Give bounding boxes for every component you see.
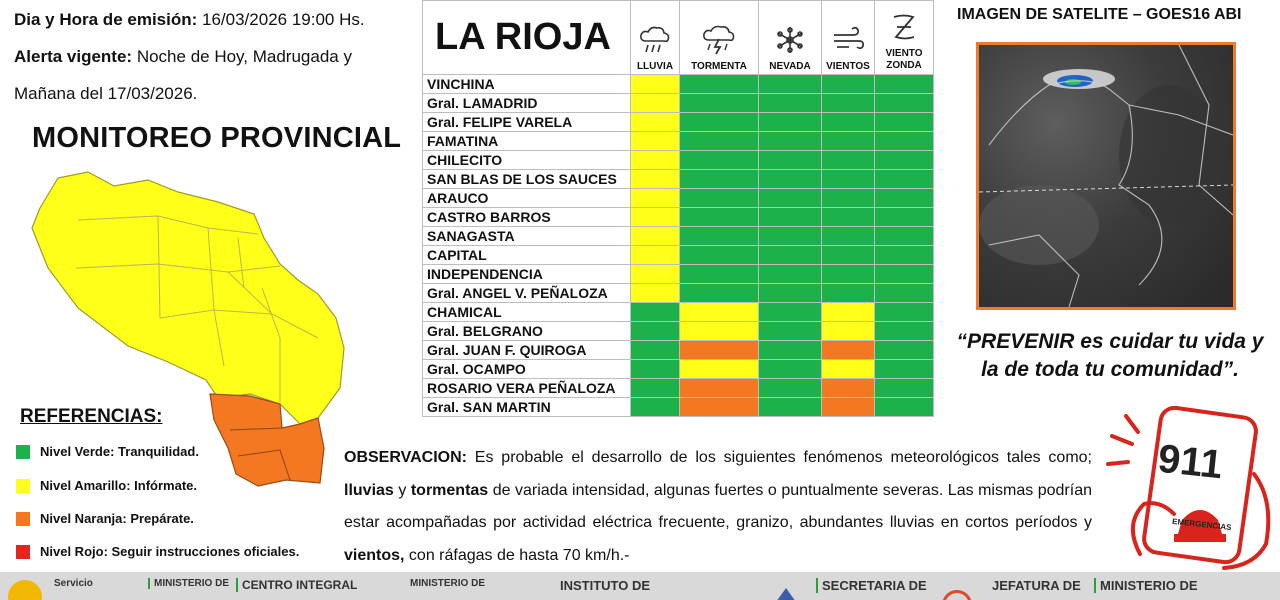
- level-cell-viento-zonda: [875, 189, 934, 208]
- satellite-image: [976, 42, 1236, 310]
- level-cell-tormenta: [680, 303, 759, 322]
- level-cell-nevada: [759, 227, 822, 246]
- level-cell-lluvia: [631, 75, 680, 94]
- level-cell-vientos: [822, 132, 875, 151]
- department-name: Gral. JUAN F. QUIROGA: [423, 341, 631, 360]
- level-cell-viento-zonda: [875, 113, 934, 132]
- level-cell-tormenta: [680, 398, 759, 417]
- level-cell-tormenta: [680, 284, 759, 303]
- footer-logo-5: INSTITUTO DE: [560, 578, 651, 593]
- level-cell-viento-zonda: [875, 151, 934, 170]
- department-name: FAMATINA: [423, 132, 631, 151]
- monitoring-title: MONITOREO PROVINCIAL: [32, 122, 402, 154]
- triangle-logo-icon: [776, 588, 796, 600]
- level-cell-vientos: [822, 208, 875, 227]
- ring-logo-icon: [942, 590, 972, 600]
- level-cell-tormenta: [680, 189, 759, 208]
- level-cell-nevada: [759, 284, 822, 303]
- reference-orange-label: Nivel Naranja: Prepárate.: [40, 511, 194, 526]
- observation-text-4: con ráfagas de hasta 70 km/h.-: [404, 546, 630, 564]
- level-cell-nevada: [759, 379, 822, 398]
- table-row: [423, 322, 934, 341]
- level-cell-nevada: [759, 208, 822, 227]
- level-cell-vientos: [822, 227, 875, 246]
- reference-green: [16, 444, 199, 459]
- level-cell-nevada: [759, 170, 822, 189]
- column-vientos-label: VIENTOS: [826, 61, 870, 72]
- level-cell-lluvia: [631, 303, 680, 322]
- level-cell-viento-zonda: [875, 246, 934, 265]
- footer-logo-6: SECRETARIA DE: [816, 578, 927, 593]
- table-row: [423, 151, 934, 170]
- department-name: CHILECITO: [423, 151, 631, 170]
- level-cell-viento-zonda: [875, 341, 934, 360]
- column-vientos: [822, 1, 875, 75]
- observation-text-3: de variada intensidad, algunas fuertes o puntualmente severas. Las mismas podrían estar acompañadas por actividad eléctrica frecuente, granizo, abundantes lluvias en cortos períodos y: [344, 481, 1092, 531]
- level-cell-lluvia: [631, 398, 680, 417]
- emission-line: [14, 9, 365, 31]
- level-cell-lluvia: [631, 94, 680, 113]
- level-cell-viento-zonda: [875, 379, 934, 398]
- department-name: Gral. SAN MARTIN: [423, 398, 631, 417]
- level-cell-vientos: [822, 322, 875, 341]
- badge-label: EMERGENCIAS: [1171, 516, 1232, 533]
- sun-logo-icon: [8, 580, 42, 600]
- level-cell-tormenta: [680, 151, 759, 170]
- observation-label: OBSERVACION:: [344, 449, 467, 466]
- alert-value-2: Mañana del 17/03/2026.: [14, 84, 198, 103]
- level-cell-nevada: [759, 75, 822, 94]
- level-cell-nevada: [759, 94, 822, 113]
- level-cell-viento-zonda: [875, 208, 934, 227]
- table-row: [423, 303, 934, 322]
- level-cell-lluvia: [631, 170, 680, 189]
- department-name: CAPITAL: [423, 246, 631, 265]
- table-header-row: [423, 1, 934, 75]
- level-cell-lluvia: [631, 265, 680, 284]
- satellite-picture: [979, 45, 1233, 307]
- level-cell-viento-zonda: [875, 94, 934, 113]
- column-tormenta-label: TORMENTA: [691, 61, 747, 72]
- reference-red: [16, 544, 299, 559]
- column-lluvia: [631, 1, 680, 75]
- badge-number: 911: [1155, 436, 1225, 488]
- table-row: [423, 360, 934, 379]
- rain-cloud-icon: [638, 25, 672, 55]
- column-lluvia-label: LLUVIA: [636, 61, 674, 72]
- level-cell-vientos: [822, 94, 875, 113]
- level-cell-tormenta: [680, 227, 759, 246]
- footer-logo-2: MINISTERIO DE: [148, 578, 229, 589]
- level-cell-tormenta: [680, 132, 759, 151]
- reference-yellow-label: Nivel Amarillo: Infórmate.: [40, 478, 197, 493]
- level-cell-tormenta: [680, 265, 759, 284]
- level-cell-nevada: [759, 151, 822, 170]
- level-cell-vientos: [822, 246, 875, 265]
- level-cell-viento-zonda: [875, 75, 934, 94]
- level-cell-viento-zonda: [875, 303, 934, 322]
- level-cell-vientos: [822, 170, 875, 189]
- table-row: [423, 132, 934, 151]
- level-cell-nevada: [759, 132, 822, 151]
- footer-logo-8: MINISTERIO DE: [1094, 578, 1198, 593]
- footer-logo-7: JEFATURA DE: [992, 578, 1081, 593]
- department-name: Gral. OCAMPO: [423, 360, 631, 379]
- level-cell-tormenta: [680, 75, 759, 94]
- column-nevada-label: NEVADA: [769, 61, 811, 72]
- department-name: Gral. ANGEL V. PEÑALOZA: [423, 284, 631, 303]
- table-row: [423, 75, 934, 94]
- level-cell-tormenta: [680, 94, 759, 113]
- phone-911-icon: [1104, 404, 1278, 570]
- references-title: REFERENCIAS:: [20, 406, 163, 427]
- footer-logo-4: MINISTERIO DE: [410, 578, 486, 589]
- level-cell-vientos: [822, 151, 875, 170]
- department-name: CASTRO BARROS: [423, 208, 631, 227]
- zonda-wind-icon: [889, 12, 919, 42]
- green-swatch: [16, 445, 30, 459]
- table-row: [423, 265, 934, 284]
- level-cell-vientos: [822, 284, 875, 303]
- column-viento-zonda-label: VIENTO ZONDA: [885, 48, 923, 71]
- department-name: CHAMICAL: [423, 303, 631, 322]
- level-cell-viento-zonda: [875, 170, 934, 189]
- level-cell-nevada: [759, 113, 822, 132]
- table-row: [423, 246, 934, 265]
- yellow-swatch: [16, 479, 30, 493]
- alert-value-1: Noche de Hoy, Madrugada y: [136, 47, 352, 66]
- department-name: ARAUCO: [423, 189, 631, 208]
- table-row: [423, 208, 934, 227]
- slogan: [950, 328, 1270, 384]
- satellite-title: IMAGEN DE SATELITE – GOES16 ABI: [957, 6, 1242, 23]
- reference-yellow: [16, 478, 197, 493]
- table-row: [423, 398, 934, 417]
- slogan-line-1: “PREVENIR es cuidar tu vida y: [956, 330, 1264, 353]
- level-cell-viento-zonda: [875, 132, 934, 151]
- level-cell-lluvia: [631, 208, 680, 227]
- level-cell-lluvia: [631, 379, 680, 398]
- level-cell-nevada: [759, 189, 822, 208]
- level-cell-vientos: [822, 341, 875, 360]
- level-cell-vientos: [822, 379, 875, 398]
- column-nevada: [759, 1, 822, 75]
- level-cell-lluvia: [631, 227, 680, 246]
- level-cell-lluvia: [631, 284, 680, 303]
- table-row: [423, 113, 934, 132]
- footer-logos: [0, 572, 1280, 600]
- alert-table: [422, 0, 934, 417]
- level-cell-nevada: [759, 303, 822, 322]
- level-cell-vientos: [822, 75, 875, 94]
- level-cell-lluvia: [631, 189, 680, 208]
- emergency-badge: [1104, 404, 1278, 570]
- reference-red-label: Nivel Rojo: Seguir instrucciones oficiales.: [40, 544, 300, 559]
- alert-line: [14, 46, 352, 68]
- observation-text-1: Es probable el desarrollo de los siguientes fenómenos meteorológicos tales como;: [466, 449, 1092, 466]
- table-row: [423, 94, 934, 113]
- table-row: [423, 284, 934, 303]
- reference-orange: [16, 511, 194, 526]
- level-cell-lluvia: [631, 246, 680, 265]
- reference-green-label: Nivel Verde: Tranquilidad.: [40, 444, 199, 459]
- level-cell-tormenta: [680, 170, 759, 189]
- observation-tormentas: tormentas: [410, 481, 489, 499]
- level-cell-tormenta: [680, 246, 759, 265]
- level-cell-lluvia: [631, 341, 680, 360]
- level-cell-viento-zonda: [875, 227, 934, 246]
- level-cell-nevada: [759, 341, 822, 360]
- level-cell-lluvia: [631, 132, 680, 151]
- emission-label: Dia y Hora de emisión:: [14, 10, 198, 29]
- red-swatch: [16, 545, 30, 559]
- table-title: LA RIOJA: [423, 1, 631, 75]
- table-row: [423, 341, 934, 360]
- level-cell-vientos: [822, 398, 875, 417]
- level-cell-nevada: [759, 246, 822, 265]
- emission-value: 16/03/2026 19:00 Hs.: [202, 10, 365, 29]
- department-name: Gral. LAMADRID: [423, 94, 631, 113]
- department-name: ROSARIO VERA PEÑALOZA: [423, 379, 631, 398]
- level-cell-tormenta: [680, 341, 759, 360]
- level-cell-viento-zonda: [875, 265, 934, 284]
- level-cell-lluvia: [631, 360, 680, 379]
- level-cell-viento-zonda: [875, 284, 934, 303]
- map-region-north: [32, 172, 344, 424]
- department-name: Gral. BELGRANO: [423, 322, 631, 341]
- observation-vientos: vientos,: [344, 546, 405, 564]
- level-cell-lluvia: [631, 113, 680, 132]
- observation-text: [344, 442, 1092, 572]
- footer-logo-1: Servicio: [54, 578, 93, 589]
- level-cell-vientos: [822, 360, 875, 379]
- storm-cloud-icon: [701, 25, 737, 55]
- department-name: Gral. FELIPE VARELA: [423, 113, 631, 132]
- column-viento-zonda: [875, 1, 934, 75]
- wind-icon: [831, 25, 865, 55]
- level-cell-vientos: [822, 113, 875, 132]
- orange-swatch: [16, 512, 30, 526]
- department-name: SANAGASTA: [423, 227, 631, 246]
- department-name: SAN BLAS DE LOS SAUCES: [423, 170, 631, 189]
- department-name: VINCHINA: [423, 75, 631, 94]
- level-cell-vientos: [822, 303, 875, 322]
- department-name: INDEPENDENCIA: [423, 265, 631, 284]
- observation-text-2: y: [393, 481, 411, 499]
- column-tormenta: [680, 1, 759, 75]
- level-cell-tormenta: [680, 208, 759, 227]
- level-cell-nevada: [759, 322, 822, 341]
- level-cell-nevada: [759, 360, 822, 379]
- slogan-line-2: la de toda tu comunidad”.: [981, 358, 1239, 381]
- observation-lluvias: lluvias: [344, 481, 394, 499]
- level-cell-vientos: [822, 265, 875, 284]
- table-row: [423, 189, 934, 208]
- level-cell-tormenta: [680, 360, 759, 379]
- level-cell-viento-zonda: [875, 398, 934, 417]
- footer-logo-3: CENTRO INTEGRAL: [236, 578, 357, 592]
- level-cell-vientos: [822, 189, 875, 208]
- level-cell-tormenta: [680, 379, 759, 398]
- level-cell-lluvia: [631, 151, 680, 170]
- table-row: [423, 170, 934, 189]
- level-cell-lluvia: [631, 322, 680, 341]
- level-cell-tormenta: [680, 113, 759, 132]
- level-cell-nevada: [759, 265, 822, 284]
- table-row: [423, 227, 934, 246]
- snowflake-icon: [774, 25, 806, 55]
- level-cell-viento-zonda: [875, 322, 934, 341]
- alert-label: Alerta vigente:: [14, 47, 133, 66]
- level-cell-tormenta: [680, 322, 759, 341]
- table-row: [423, 379, 934, 398]
- level-cell-viento-zonda: [875, 360, 934, 379]
- level-cell-nevada: [759, 398, 822, 417]
